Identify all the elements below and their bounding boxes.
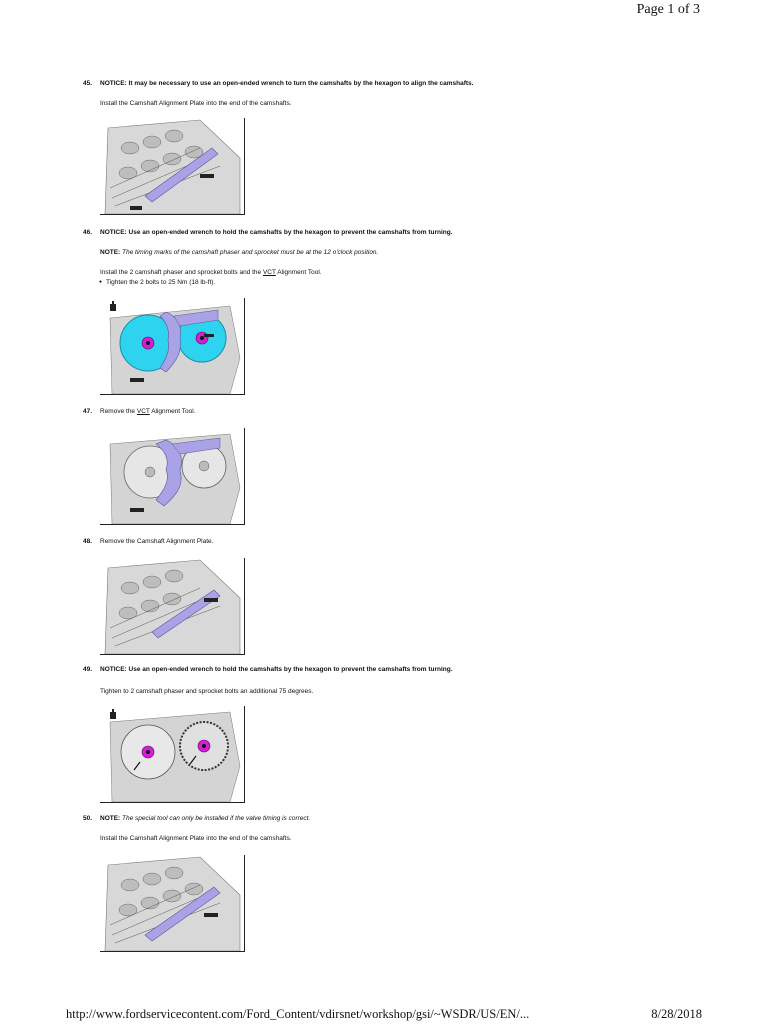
step-instruction: Remove the Camshaft Alignment Plate.: [100, 538, 214, 545]
figure-vct-tool-install: [100, 298, 245, 395]
step-number: 48.: [83, 538, 93, 545]
notice-text: Use an open-ended wrench to hold the camshafts by the hexagon to prevent the camshafts from turning.: [126, 666, 453, 673]
step-instruction: Install the Camshaft Alignment Plate into the end of the camshafts.: [100, 100, 292, 107]
step-instruction: [100, 268, 322, 277]
vct-link[interactable]: VCT: [262, 269, 276, 276]
notice-label: NOTICE:: [100, 80, 127, 87]
torque-bullet: ● Tighten the 2 bolts to 25 Nm (18 lb-ft).: [106, 278, 215, 287]
step-number: 49.: [83, 666, 93, 673]
step-number: 45.: [83, 80, 93, 87]
instruction-text-end: Alignment Tool.: [149, 408, 196, 415]
engine-illustration: [100, 298, 244, 394]
step-number: 46.: [83, 229, 93, 236]
step-instruction: Install the Camshaft Alignment Plate into the end of the camshafts.: [100, 835, 292, 842]
step-notice: [100, 228, 453, 237]
instruction-text: Install the 2 camshaft phaser and sprocket bolts and the: [100, 269, 263, 276]
figure-camshaft-alignment-plate-install: [100, 118, 245, 215]
figure-vct-tool-remove: [100, 428, 245, 525]
instruction-text-end: Alignment Tool.: [275, 269, 322, 276]
note-label: NOTE:: [100, 249, 121, 256]
notice-label: NOTICE:: [100, 229, 127, 236]
notice-text: Use an open-ended wrench to hold the camshafts by the hexagon to prevent the camshafts from turning.: [126, 229, 453, 236]
step-instruction: Tighten to 2 camshaft phaser and sprocket bolts an additional 75 degrees.: [100, 688, 314, 695]
notice-text: It may be necessary to use an open-ended wrench to turn the camshafts by the hexagon to align the camshafts.: [126, 80, 474, 87]
note-text: The timing marks of the camshaft phaser and sprocket must be at the 12 o'clock position.: [120, 249, 379, 256]
figure-camshaft-alignment-plate-reinstall: [100, 855, 245, 952]
step-note: [100, 814, 310, 823]
engine-illustration: [100, 558, 244, 654]
step-instruction: [100, 407, 196, 416]
figure-sprocket-bolts-tighten: [100, 706, 245, 803]
instruction-text: Remove the: [100, 408, 137, 415]
vct-link[interactable]: VCT: [136, 408, 150, 415]
notice-label: NOTICE:: [100, 666, 127, 673]
source-url[interactable]: http://www.fordservicecontent.com/Ford_Content/vdirsnet/workshop/gsi/~WSDR/US/EN/...: [66, 1007, 530, 1021]
note-label: NOTE:: [100, 815, 121, 822]
step-notice: [100, 79, 473, 88]
torque-icon: [110, 709, 116, 719]
figure-camshaft-alignment-plate-remove: [100, 558, 245, 655]
step-number: 50.: [83, 815, 93, 822]
engine-illustration: [100, 118, 244, 214]
page-number: Page 1 of 3: [636, 2, 700, 17]
print-date: 8/28/2018: [651, 1007, 702, 1021]
engine-illustration: [100, 428, 244, 524]
step-notice: [100, 665, 453, 674]
engine-illustration: [100, 706, 244, 802]
step-note: [100, 248, 378, 257]
engine-illustration: [100, 855, 244, 951]
step-number: 47.: [83, 408, 93, 415]
note-text: The special tool can only be installed if the valve timing is correct.: [120, 815, 311, 822]
